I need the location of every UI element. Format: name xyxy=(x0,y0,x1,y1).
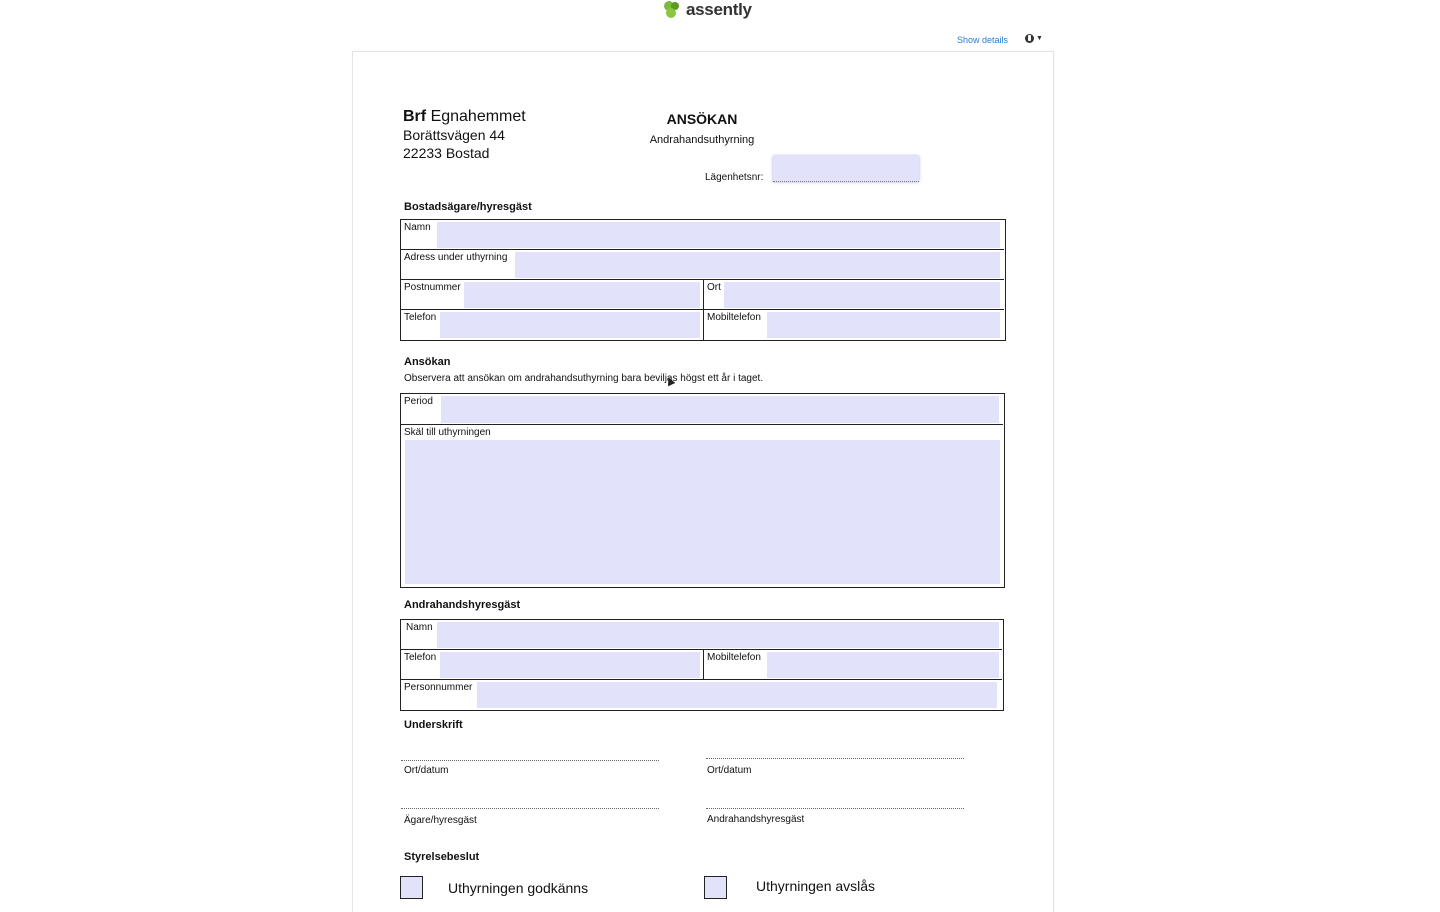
application-form-box xyxy=(400,393,1005,588)
approve-label: Uthyrningen godkänns xyxy=(448,880,589,896)
globe-icon xyxy=(1025,34,1034,43)
application-note: Observera att ansökan om andrahandsuthyrning bara beviljas högst ett år i taget. xyxy=(404,373,764,384)
owner-signature-label: Ägare/hyresgäst xyxy=(404,815,477,826)
tenant-mobile-cell xyxy=(704,650,1002,679)
period-input[interactable] xyxy=(441,396,999,423)
reason-textarea[interactable] xyxy=(405,440,1000,584)
tenant-personal-number-label: Personnummer xyxy=(404,682,473,693)
owner-postal-row xyxy=(401,280,1004,310)
owner-phone-label: Telefon xyxy=(404,312,437,323)
owner-postal-label: Postnummer xyxy=(404,282,461,293)
tenant-phone-cell xyxy=(401,650,704,679)
owner-mobile-label: Mobiltelefon xyxy=(707,312,761,323)
owner-signature-line xyxy=(401,808,659,809)
assently-logo-icon xyxy=(662,0,682,20)
owner-mobile-cell xyxy=(704,310,1004,340)
right-place-date-line xyxy=(706,758,964,759)
top-bar xyxy=(0,0,1440,24)
owner-phone-row xyxy=(401,310,1004,340)
org-prefix: Brf xyxy=(403,108,427,125)
reason-row xyxy=(401,425,1003,586)
tenant-phone-row xyxy=(401,650,1002,680)
tenant-mobile-input[interactable] xyxy=(767,652,999,678)
apartment-number-label: Lägenhetsnr: xyxy=(705,172,764,183)
tenant-phone-input[interactable] xyxy=(440,652,700,678)
application-section-title: Ansökan xyxy=(404,356,451,368)
owner-form-box xyxy=(400,219,1006,341)
signature-section-title: Underskrift xyxy=(404,719,463,731)
owner-address-input[interactable] xyxy=(515,252,1000,278)
org-city: 22233 Bostad xyxy=(403,145,490,161)
reject-checkbox[interactable] xyxy=(704,876,727,899)
owner-postal-cell xyxy=(401,280,704,309)
org-street: Borättsvägen 44 xyxy=(403,127,505,143)
document-subtitle: Andrahandsuthyrning xyxy=(649,134,755,146)
logo-text: assently xyxy=(686,0,752,19)
tenant-name-input[interactable] xyxy=(437,622,999,648)
organization-block xyxy=(403,108,526,162)
document-title: ANSÖKAN xyxy=(666,111,738,127)
language-selector[interactable] xyxy=(1025,34,1043,43)
owner-name-label: Namn xyxy=(404,222,431,233)
tenant-form-box xyxy=(400,619,1004,711)
right-place-date-label: Ort/datum xyxy=(707,765,752,776)
tenant-name-label: Namn xyxy=(406,622,433,633)
apartment-number-input[interactable] xyxy=(773,156,919,182)
owner-name-input[interactable] xyxy=(437,222,1000,248)
tenant-phone-label: Telefon xyxy=(404,652,437,663)
board-section-title: Styrelsebeslut xyxy=(404,851,480,863)
owner-city-label: Ort xyxy=(707,282,721,293)
tenant-mobile-label: Mobiltelefon xyxy=(707,652,761,663)
tenant-section-title: Andrahandshyresgäst xyxy=(404,599,521,611)
left-place-date-label: Ort/datum xyxy=(404,765,449,776)
period-row xyxy=(401,394,1003,425)
owner-postal-input[interactable] xyxy=(464,282,700,308)
tenant-signature-line xyxy=(706,808,964,809)
period-label: Period xyxy=(404,396,433,407)
tenant-personal-number-row xyxy=(401,680,1002,710)
owner-phone-cell xyxy=(401,310,704,340)
reason-label: Skäl till uthyrningen xyxy=(404,427,491,438)
owner-address-label: Adress under uthyrning xyxy=(404,252,508,263)
owner-city-cell xyxy=(704,280,1004,309)
tenant-personal-number-input[interactable] xyxy=(477,682,997,708)
owner-section-title: Bostadsägare/hyresgäst xyxy=(404,201,532,213)
reject-label: Uthyrningen avslås xyxy=(756,878,876,894)
tenant-name-row xyxy=(401,620,1002,650)
owner-mobile-input[interactable] xyxy=(767,312,1000,338)
org-name: Egnahemmet xyxy=(430,108,526,125)
caret-down-icon: ▼ xyxy=(1036,35,1043,42)
owner-phone-input[interactable] xyxy=(440,312,700,338)
owner-city-input[interactable] xyxy=(724,282,1000,308)
show-details-link[interactable]: Show details xyxy=(957,35,1009,45)
approve-checkbox[interactable] xyxy=(400,876,423,899)
owner-address-row xyxy=(401,250,1004,280)
owner-name-row xyxy=(401,220,1004,250)
left-place-date-line xyxy=(401,760,659,761)
assently-logo xyxy=(662,0,752,20)
tenant-signature-label: Andrahandshyresgäst xyxy=(707,814,805,825)
